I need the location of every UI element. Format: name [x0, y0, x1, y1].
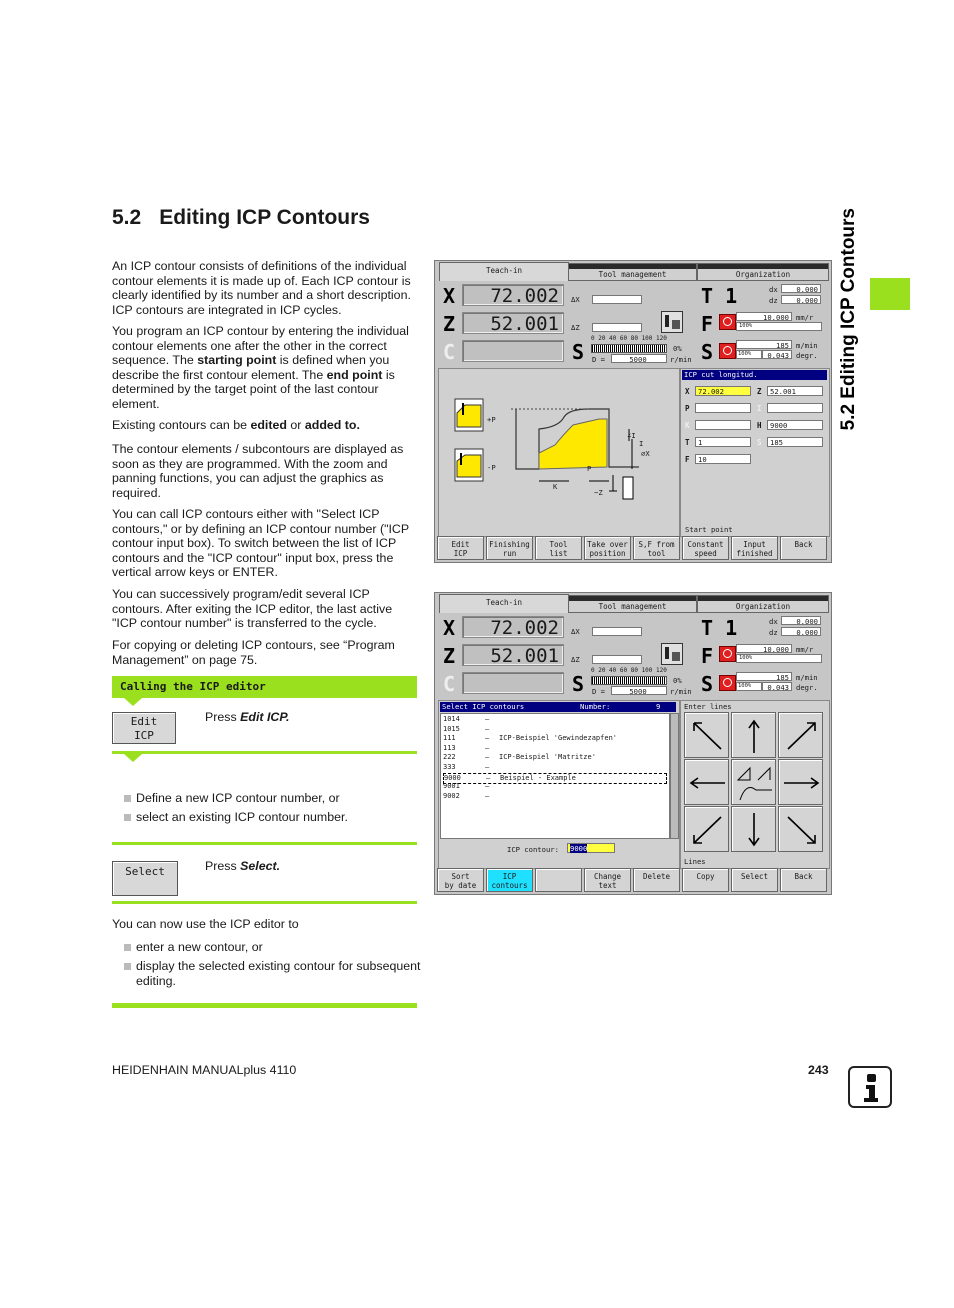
- degree-unit: degr.: [796, 351, 818, 360]
- select-key[interactable]: Select: [112, 861, 178, 896]
- s-field-label: S: [757, 438, 762, 447]
- line-left-icon[interactable]: [684, 759, 729, 805]
- axis-c-value: [462, 672, 564, 694]
- procedure-heading: Calling the ICP editor: [120, 680, 266, 693]
- f-field-label: F: [685, 455, 690, 464]
- axis-x-value: 72.002: [462, 284, 564, 306]
- tab-organization[interactable]: Organization: [697, 263, 829, 281]
- scale-labels: 0 20 40 60 80 100 120: [591, 667, 667, 674]
- tab-tool-management[interactable]: Tool management: [568, 595, 697, 613]
- softkey-select[interactable]: Select: [731, 868, 778, 892]
- arrow-icon: [124, 754, 142, 762]
- cnc-screen-1: [434, 260, 832, 563]
- p-input[interactable]: [695, 403, 751, 413]
- feed-value: 10.000: [736, 312, 792, 321]
- icp-contour-label: ICP contour:: [507, 845, 559, 854]
- degree-unit: degr.: [796, 683, 818, 692]
- i-label: I: [639, 439, 644, 448]
- softkey-take-over[interactable]: Take over position: [584, 536, 631, 560]
- softkey-change[interactable]: Change text: [584, 868, 631, 892]
- after-text: You can now use the ICP editor to: [112, 917, 299, 931]
- paragraph-2: You program an ICP contour by entering the individual contour elements one after the other in the correct sequence. The starting point is defined when you describe the first contour element. The end point is determined by the target point of the last contour element.: [112, 324, 409, 411]
- axis-x-label: X: [443, 616, 456, 640]
- tab-bar: [435, 261, 831, 281]
- phi-x-label: ∅X: [641, 449, 650, 458]
- enter-lines-label: Enter lines: [684, 702, 732, 711]
- plus-p-label: +P: [487, 415, 496, 424]
- list-item: select an existing ICP contour number.: [125, 810, 425, 825]
- p-label: P: [587, 464, 592, 473]
- list-item[interactable]: 9000 – Beispiel - Example: [443, 773, 667, 785]
- axis-z-value: 52.001: [462, 644, 564, 666]
- list-item: enter a new contour, or: [125, 940, 425, 955]
- dx-field: 0.000: [781, 616, 821, 625]
- axis-z-label: Z: [443, 644, 456, 668]
- softkey-empty[interactable]: [535, 868, 582, 892]
- divider: [112, 1003, 417, 1008]
- list-item[interactable]: 111 – ICP-Beispiel 'Gewindezapfen': [443, 734, 618, 743]
- divider: [112, 751, 417, 754]
- lines-label: Lines: [684, 857, 706, 866]
- list-title: Select ICP contours: [442, 702, 525, 711]
- paragraph-5: You can call ICP contours either with "Select ICP contours," or by defining an ICP contour number ("ICP contour input box). To switch between the list of ICP contours and the "ICP contour" input box, press the vertical arrow keys or ENTER.: [112, 507, 409, 579]
- spindle-s-label: S: [572, 672, 585, 696]
- line-up-right-icon[interactable]: [778, 712, 823, 758]
- paragraph-4: The contour elements / subcontours are displayed as soon as they are programmed. With the zoom and panning functions, you can adjust the graphics as required.: [112, 442, 404, 500]
- list-item[interactable]: 9001 –: [443, 782, 490, 791]
- p-field-label: P: [685, 404, 690, 413]
- list-item[interactable]: 113 –: [443, 743, 490, 752]
- d-label: D =: [592, 687, 605, 696]
- dz-field: 0.000: [781, 627, 821, 636]
- axis-c-label: C: [443, 340, 456, 364]
- paragraph-7: For copying or deleting ICP contours, see “Program Management” on page 75.: [112, 638, 395, 667]
- icp-contour-input[interactable]: 9000: [567, 843, 615, 853]
- minus-p-label: -P: [487, 463, 496, 472]
- number-label: Number:: [580, 702, 611, 711]
- softkey-input[interactable]: Input finished: [731, 536, 778, 560]
- degree-value: 0.043: [762, 350, 792, 359]
- dz-field-label: dz: [769, 628, 778, 637]
- line-down-right-icon[interactable]: [778, 806, 823, 852]
- list-item[interactable]: 9002 –: [443, 791, 490, 800]
- side-tab: [838, 208, 870, 638]
- spindle-pct: 0%: [673, 676, 682, 685]
- h-field-label: H: [757, 421, 762, 430]
- status-line: Start point: [685, 525, 733, 534]
- line-right-icon[interactable]: [778, 759, 823, 805]
- k-label: K: [553, 482, 558, 491]
- paragraph-6: You can successively program/edit several ICP contours. After exiting the ICP editor, the last active "ICP contour number" is transferred to the cycle.: [112, 587, 393, 630]
- d-value: 5000: [611, 686, 667, 695]
- spindle-override-icon: [719, 675, 736, 691]
- axis-z-value: 52.001: [462, 312, 564, 334]
- f-input[interactable]: 10: [695, 454, 751, 464]
- line-down-icon[interactable]: [731, 806, 776, 852]
- z-input[interactable]: 52.001: [767, 386, 823, 396]
- speed-value: 185: [736, 340, 792, 349]
- footer-manual: HEIDENHAIN MANUALplus 4110: [112, 1063, 297, 1077]
- spindle-override-bar: 100%: [736, 682, 762, 691]
- softkey-delete[interactable]: Delete: [633, 868, 680, 892]
- feed-f-label: F: [701, 312, 714, 336]
- list-scrollbar[interactable]: [670, 713, 679, 839]
- axis-x-value: 72.002: [462, 616, 564, 638]
- tool-holder-icon: [661, 311, 683, 333]
- minus-z-label: −Z: [594, 488, 603, 497]
- paragraph-3: Existing contours can be edited or added to.: [112, 418, 360, 432]
- list-item[interactable]: 222 – ICP-Beispiel 'Matritze': [443, 753, 596, 762]
- tab-bar: [435, 593, 831, 613]
- dx-field-label: dx: [769, 285, 778, 294]
- dx-field-label: dx: [769, 617, 778, 626]
- list-title-bar: [440, 702, 676, 712]
- softkey-s-f-from[interactable]: S,F from tool: [633, 536, 680, 560]
- dx-field: 0.000: [781, 284, 821, 293]
- panel-title: ICP cut longitud.: [682, 370, 827, 380]
- contour-select-panel: [438, 700, 680, 869]
- tool-holder-icon: [661, 643, 683, 665]
- number-value: 9: [656, 702, 661, 711]
- feed-override-icon: [719, 314, 736, 330]
- contour-graphic: [438, 368, 680, 537]
- z-field-label: Z: [757, 387, 762, 396]
- x-input[interactable]: 72.002: [695, 386, 751, 396]
- softkey-bar: [437, 536, 829, 560]
- dz-label: ΔZ: [571, 655, 580, 664]
- softkey-icp[interactable]: ICP contours: [486, 868, 533, 892]
- divider: [112, 901, 417, 904]
- feed-override-bar: 100%: [736, 322, 822, 331]
- line-down-left-icon[interactable]: [684, 806, 729, 852]
- t-field-label: T: [685, 438, 690, 447]
- tab-organization[interactable]: Organization: [697, 595, 829, 613]
- divider: [112, 842, 417, 845]
- list-item[interactable]: 1015 –: [443, 724, 490, 733]
- softkey-back[interactable]: Back: [780, 868, 827, 892]
- arrow-icon: [124, 698, 142, 706]
- dx-box: [592, 627, 642, 636]
- tab-teach-in[interactable]: Teach-in: [439, 262, 569, 281]
- dx-label: ΔX: [571, 627, 580, 636]
- feed-override-bar: 100%: [736, 654, 822, 663]
- dz-label: ΔZ: [571, 323, 580, 332]
- edit-icp-key[interactable]: [112, 712, 176, 744]
- spindle-load-bar: [591, 344, 667, 353]
- contour-list[interactable]: [440, 713, 670, 839]
- line-up-icon[interactable]: [731, 712, 776, 758]
- spindle-s2-label: S: [701, 672, 714, 696]
- paragraph-1: An ICP contour consists of definitions of the individual contour elements it is made up of. Each ICP contour is clearly identified by its number and a short description. ICP contours are integrated in ICP cycles.: [112, 259, 411, 317]
- spindle-override-icon: [719, 343, 736, 359]
- key-label-1: Edit: [130, 715, 158, 728]
- list-item: Define a new ICP contour number, or: [125, 791, 425, 806]
- section-title: Editing ICP Contours: [159, 206, 370, 229]
- axis-c-value: [462, 340, 564, 362]
- dz-box: [592, 323, 642, 332]
- list-item[interactable]: 333 –: [443, 763, 490, 771]
- feed-value: 10.000: [736, 644, 792, 653]
- section-number: 5.2: [112, 206, 142, 229]
- list-item: display the selected existing contour for subsequent editing.: [125, 959, 425, 988]
- x-field-label: X: [685, 387, 690, 396]
- speed-unit: m/min: [796, 673, 818, 682]
- d-value: 5000: [611, 354, 667, 363]
- softkey-back[interactable]: Back: [780, 536, 827, 560]
- spindle-pct: 0%: [673, 344, 682, 353]
- spindle-override-bar: 100%: [736, 350, 762, 359]
- speed-unit: m/min: [796, 341, 818, 350]
- i-input[interactable]: [767, 403, 823, 413]
- k-input[interactable]: [695, 420, 751, 430]
- dz-field-label: dz: [769, 296, 778, 305]
- tab-tool-management[interactable]: Tool management: [568, 263, 697, 281]
- axis-x-label: X: [443, 284, 456, 308]
- line-angle-icon[interactable]: [731, 759, 776, 805]
- h-input[interactable]: 9000: [767, 420, 823, 430]
- input-panel: [680, 368, 830, 537]
- dx-label: ΔX: [571, 295, 580, 304]
- list-item[interactable]: 1014 –: [443, 715, 490, 723]
- dx-box: [592, 295, 642, 304]
- enter-lines-panel: [680, 700, 830, 869]
- scale-labels: 0 20 40 60 80 100 120: [591, 335, 667, 342]
- s-input[interactable]: 185: [767, 437, 823, 447]
- feed-unit: mm/r: [796, 313, 814, 322]
- softkey-constant[interactable]: Constant speed: [682, 536, 729, 560]
- speed-value: 185: [736, 672, 792, 681]
- procedure-heading-bar: [112, 676, 417, 698]
- tool-t-label: T 1: [701, 284, 738, 308]
- cnc-screen-2: [434, 592, 832, 895]
- softkey-sort[interactable]: Sort by date: [437, 868, 484, 892]
- spindle-load-bar: [591, 676, 667, 685]
- spindle-s-label: S: [572, 340, 585, 364]
- axis-z-label: Z: [443, 312, 456, 336]
- step1-text: Press Edit ICP.: [205, 710, 290, 724]
- feed-override-icon: [719, 646, 736, 662]
- tab-teach-in[interactable]: Teach-in: [439, 594, 569, 613]
- feed-f-label: F: [701, 644, 714, 668]
- page-number: 243: [808, 1063, 829, 1077]
- dz-field: 0.000: [781, 295, 821, 304]
- info-icon: [848, 1066, 892, 1108]
- key-label-2: ICP: [134, 729, 154, 742]
- degree-value: 0.043: [762, 682, 792, 691]
- softkey-bar: [437, 868, 829, 892]
- softkey-finishing[interactable]: Finishing run: [486, 536, 533, 560]
- tool-t-label: T 1: [701, 616, 738, 640]
- softkey-tool[interactable]: Tool list: [535, 536, 582, 560]
- angle-i-label: ∠I: [627, 431, 636, 440]
- d-label: D =: [592, 355, 605, 364]
- d-unit: r/min: [670, 355, 692, 364]
- axis-c-label: C: [443, 672, 456, 696]
- k-field-label: K: [685, 421, 690, 430]
- softkey-copy[interactable]: Copy: [682, 868, 729, 892]
- step2-text: Press Select.: [205, 859, 281, 873]
- spindle-s2-label: S: [701, 340, 714, 364]
- page-title: [112, 206, 370, 230]
- t-input[interactable]: 1: [695, 437, 751, 447]
- i-field-label: I: [757, 404, 762, 413]
- line-up-left-icon[interactable]: [684, 712, 729, 758]
- side-tab-marker: [870, 278, 910, 310]
- feed-unit: mm/r: [796, 645, 814, 654]
- softkey-edit[interactable]: Edit ICP: [437, 536, 484, 560]
- d-unit: r/min: [670, 687, 692, 696]
- dz-box: [592, 655, 642, 664]
- side-tab-label: 5.2 Editing ICP Contours: [838, 208, 859, 431]
